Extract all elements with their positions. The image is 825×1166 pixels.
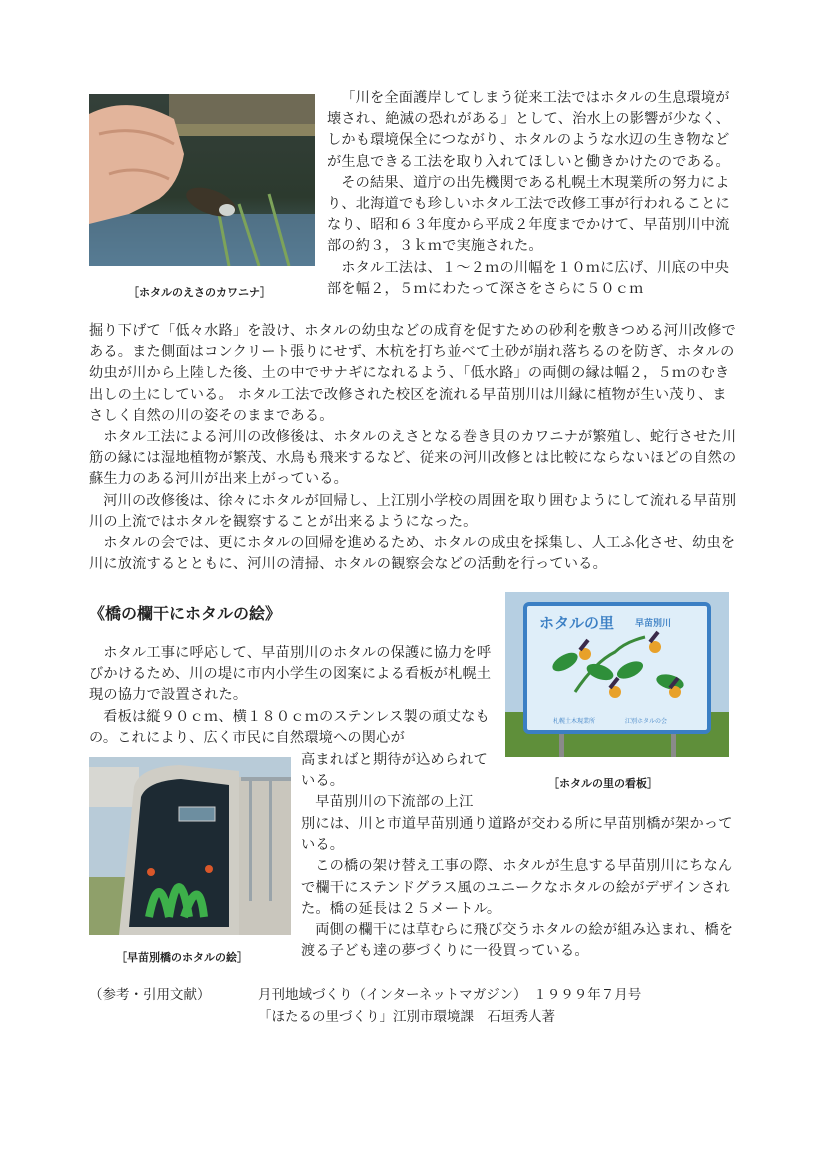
intro-paragraph: その結果、道庁の出先機関である札幌土木現業所の努力により、北海道でも珍しいホタル工法で改修工事が行われることになり、昭和６３年度から平成２年度までかけて、早苗別川中流部の約３，３ｋｍで実施された。: [327, 174, 730, 255]
sign-footer-right: 江別ホタルの会: [625, 718, 668, 725]
sign-size-paragraph: 看板は縦９０ｃｍ、横１８０ｃｍのステンレス製の頑丈なもの。これにより、広く市民に自然環境への関心が: [89, 708, 490, 746]
section2-text-top: [89, 643, 497, 749]
body-paragraph: 河川の改修後は、徐々にホタルが回帰し、上江別小学校の周囲を取り囲むようにして流れる早苗別川の上流ではホタルを観察することが出来るようになった。: [89, 492, 737, 530]
section2-text-narrow: [301, 750, 501, 814]
method-paragraph-start: ホタル工法は、１～２ｍの川幅を１０ｍに広げ、川底の中央部を幅２，５ｍにわたって深さをさらに５０ｃｍ: [327, 259, 730, 297]
sign-footer-left: 札幌土木現業所: [553, 718, 596, 725]
body-paragraph: ホタルの会では、更にホタルの回帰を進めるため、ホタルの成虫を採集し、人工ふ化させ、幼虫を川に放流するとともに、河川の清掃、ホタルの観察会などの活動を行っている。: [89, 535, 736, 573]
bridge-design-paragraph: この橋の架け替え工事の際、ホタルが生息する早苗別川にちなんで欄干にステンドグラス風のユニークなホタルの絵がデザインされた。橋の延長は２５メートル。: [301, 858, 733, 917]
sign-caption: ［ホタルの里の看板］: [548, 777, 658, 790]
body-paragraph: ホタル工法による河川の改修後は、ホタルのえさとなる巻き貝のカワニナが繁殖し、蛇行させた川筋の縁には湿地植物が繁茂、水鳥も飛来するなど、従来の河川改修とは比較にならないほどの自然の蘇生力のある河川が出来上がっている。: [89, 429, 737, 488]
reference-line-1: 月刊地域づくり（インターネットマガジン） １９９９年７月号: [258, 987, 642, 1003]
section2-text-bottom: [301, 814, 739, 962]
sign-subtitle: 早苗別川: [635, 619, 672, 629]
kawanina-caption: ［ホタルのえさのカワニナ］: [128, 286, 271, 299]
bridge-caption: ［早苗別橋のホタルの絵］: [116, 951, 248, 964]
method-paragraph-rest: 掘り下げて「低々水路」を設け、ホタルの幼虫などの成育を促すための砂利を敷きつめる河川改修である。また側面はコンクリート張りにせず、木杭を打ち並べて土砂が崩れ落ちるのを防ぎ、ホタルの幼虫が川から上陸した後、土の中でサナギになれるよう、「低水路」の両側の縁は幅２，５ｍのむき出しの土にしている。 ホタル工法で改修された校区を流れる早苗別川は川縁に植物が生い茂り、まさしく自然の川の姿そのままである。: [89, 323, 736, 424]
sign-photo: [505, 592, 729, 757]
kawanina-photo: [89, 94, 315, 266]
intro-text-column: [327, 88, 733, 300]
bridge-railing-paragraph: 両側の欄干には草むらに飛び交うホタルの絵が組み込まれ、橋を渡る子ども達の夢づくりに一役買っている。: [301, 922, 734, 960]
sign-title: ホタルの里: [539, 614, 615, 632]
references-label: （参考・引用文献）: [89, 987, 211, 1003]
expectation-line: 高まればと期待が込められている。: [301, 752, 489, 790]
bridge-location-start: 早苗別川の下流部の上江: [315, 794, 474, 811]
body-text-full: [89, 321, 739, 575]
reference-line-2: 「ほたるの里づくり」江別市環境課 石垣秀人著: [258, 1009, 555, 1025]
bridge-photo: [89, 757, 291, 935]
bridge-location-rest: 別には、川と市道早苗別通り道路が交わる所に早苗別橋が架かっている。: [301, 816, 733, 854]
sign-paragraph: ホタル工事に呼応して、早苗別川のホタルの保護に協力を呼びかけるため、川の堤に市内小学生の図案による看板が札幌土現の協力で設置された。: [89, 645, 492, 704]
intro-paragraph: 「川を全面護岸してしまう従来工法ではホタルの生息環境が壊され、絶滅の恐れがある」として、治水上の影響が少なく、しかも環境保全につながり、ホタルのような水辺の生き物などが生息できる工法を取り入れてほしいと働きかけたのである。: [327, 90, 731, 170]
section-heading: 《橋の欄干にホタルの絵》: [89, 604, 282, 623]
